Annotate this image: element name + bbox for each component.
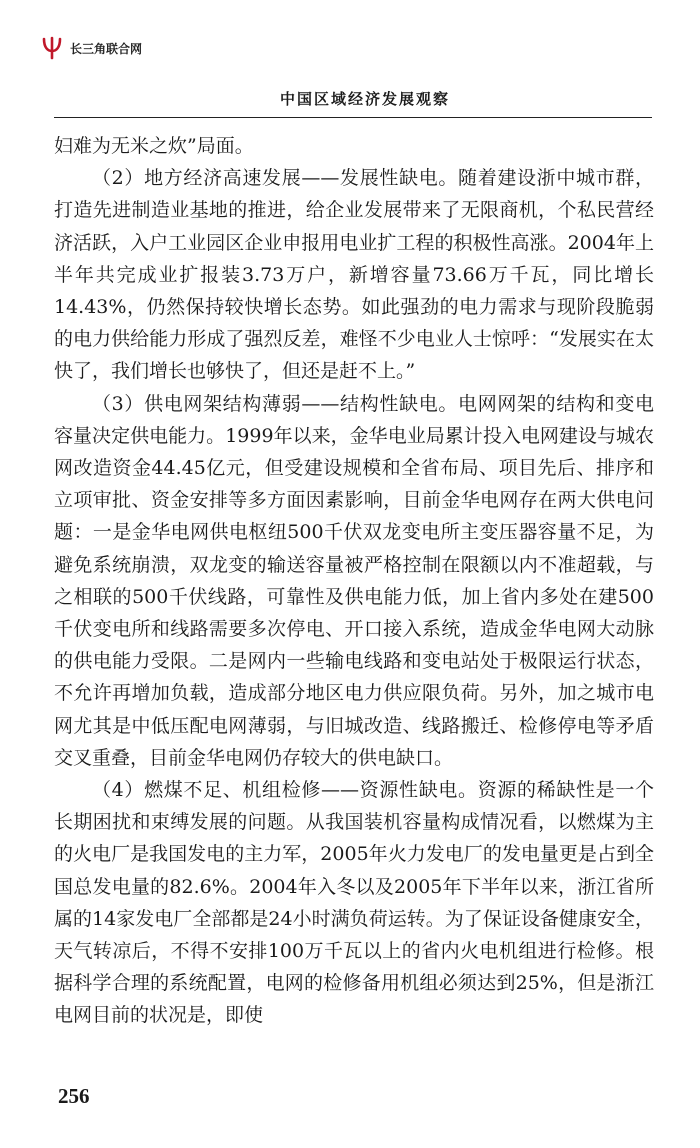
paragraph-development-shortage: （2）地方经济高速发展——发展性缺电。随着建设浙中城市群，打造先进制造业基地的推进，给企业发展带来了无限商机，个私民营经济活跃，入户工业园区企业申报用电业扩工程的积极性高涨。2004年上半年共完成业扩报装3.73万户，新增容量73.66万千瓦，同比增长14.43%，仍然保持较快增长态势。如此强劲的电力需求与现阶段脆弱的电力供给能力形成了强烈反差，难怪不少电业人士惊呼：“发展实在太快了，我们增长也够快了，但还是赶不上。” (54, 167, 654, 383)
page-number: 256 (58, 1084, 90, 1108)
paragraph-structural-shortage: （3）供电网架结构薄弱——结构性缺电。电网网架的结构和变电容量决定供电能力。1999年以来，金华电业局累计投入电网建设与城农网改造资金44.45亿元，但受建设规模和全省布局、项目先后、排序和立项审批、资金安排等多方面因素影响，目前金华电网存在两大供电问题：一是金华电网供电枢纽500千伏双龙变电所主变压器容量不足，为避免系统崩溃，双龙变的输送容量被严格控制在限额以内不准超载，与之相联的500千伏线路，可靠性及供电能力低，加上省内多处在建500千伏变电所和线路需要多次停电、开口接入系统，造成金华电网大动脉的供电能力受限。二是网内一些输电线路和变电站处于极限运行状态，不允许再增加负载，造成部分地区电力供应限负荷。另外，加之城市电网尤其是中低压配电网薄弱，与旧城改造、线路搬迁、检修停电等矛盾交叉重叠，目前金华电网仍存较大的供电缺口。 (54, 392, 654, 769)
paragraph-continuation: 妇难为无米之炊”局面。 (54, 135, 254, 157)
body-text (54, 130, 654, 1032)
paragraph-resource-shortage: （4）燃煤不足、机组检修——资源性缺电。资源的稀缺性是一个长期困扰和束缚发展的问题。从我国装机容量构成情况看，以燃煤为主的火电厂是我国发电的主力军，2005年火力发电厂的发电量更是占到全国总发电量的82.6%。2004年入冬以及2005年下半年以来，浙江省所属的14家发电厂全部都是24小时满负荷运转。为了保证设备健康安全，天气转凉后，不得不安排100万千瓦以上的省内火电机组进行检修。根据科学合理的系统配置，电网的检修备用机组必须达到25%，但是浙江电网目前的状况是，即使 (54, 779, 654, 1027)
running-header: 中国区域经济发展观察 (279, 90, 450, 108)
header-rule (54, 117, 652, 118)
psi-logo-icon (40, 36, 64, 60)
logo-text: 长三角联合网 (70, 41, 143, 56)
site-logo (40, 36, 142, 60)
